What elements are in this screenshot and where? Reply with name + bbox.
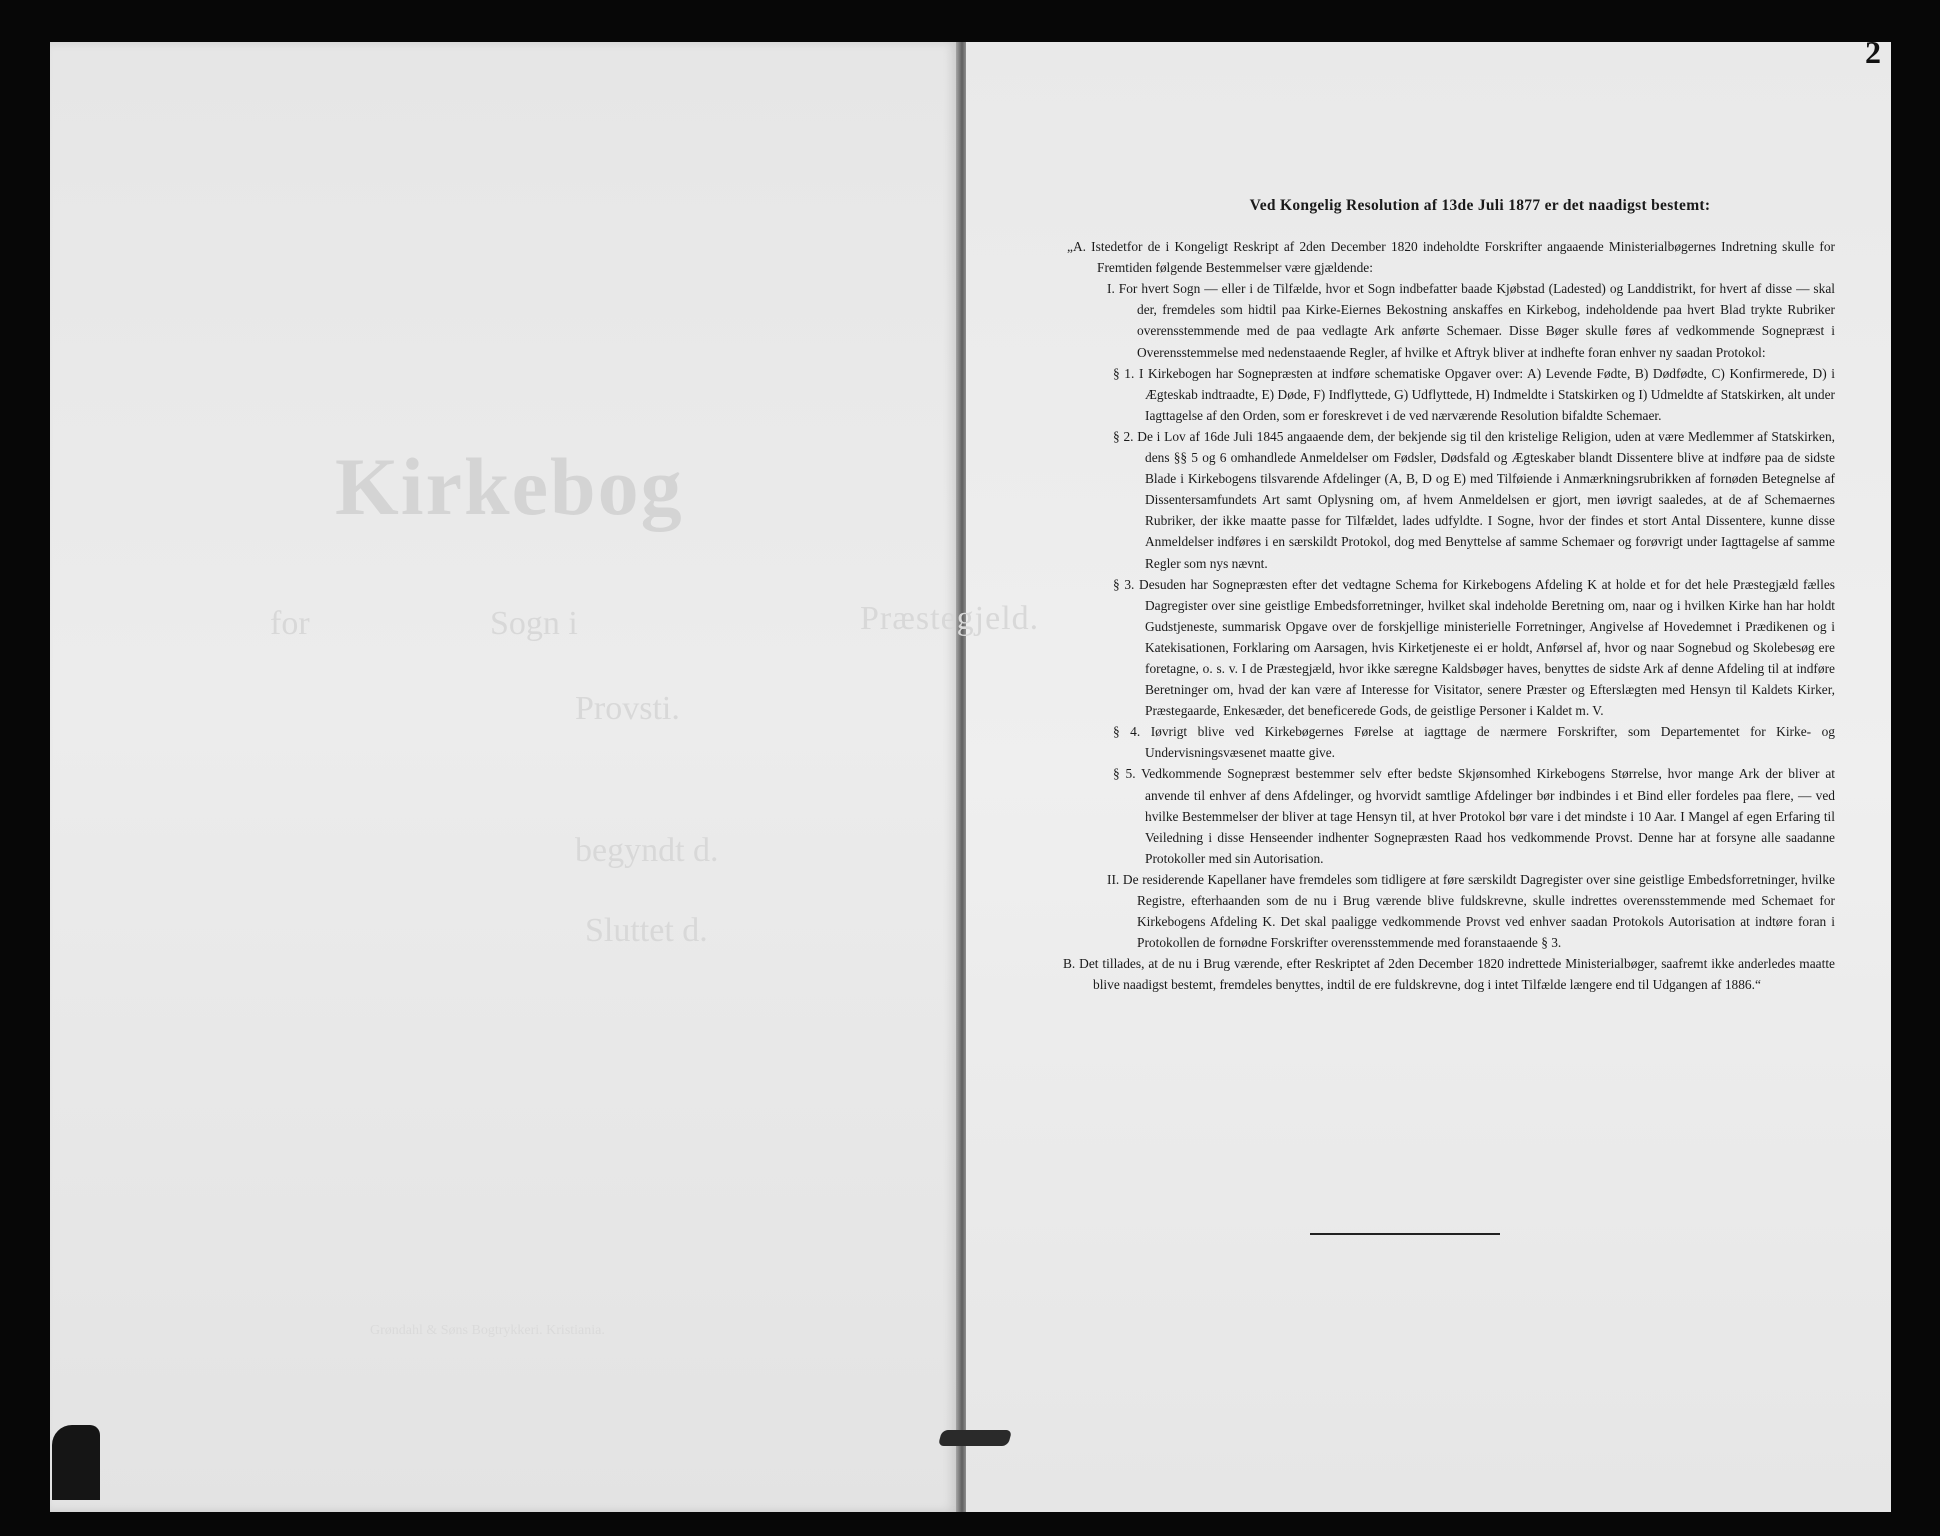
bleed-through-sluttet: Sluttet d. <box>585 912 708 949</box>
resolution-text <box>1035 195 1835 995</box>
bleed-through-for: for <box>270 605 310 642</box>
bleed-through-title: Kirkebog <box>335 441 684 532</box>
resolution-paragraph: § 1. I Kirkebogen har Sognepræsten at indføre schematiske Opgaver over: A) Levende Fødte, B) Dødfødte, C) Konfirmerede, D) i Ægteskab indtraadte, E) Døde, F) Indflyttede, G) Udflyttede, H) Indmeldte i Statskirken og I) Udmeldte af Statskirken, alt under Iagttagelse af den Orden, som er foreskrevet i de ved nærværende Resolution bifaldte Schemaer. <box>1113 365 1835 423</box>
left-page <box>50 42 958 1512</box>
bleed-through-provsti: Provsti. <box>575 690 680 727</box>
resolution-paragraph: § 3. Desuden har Sognepræsten efter det vedtagne Schema for Kirkebogens Afdeling K at holde et for det hele Præstegjæld fælles Dagregister over sine geistlige Embedsforretninger, hvilket skal indeholde Beretning om, naar og i hvilken Kirke han har holdt Gudstjeneste, summarisk Opgave over de forskjellige ministerielle Forretninger, Angivelse af Hovedemnet i Prædikenen og i Katekisationen, Forklaring om Aarsagen, hvis Kirketjeneste ei er holdt, Anførsel af, hvor og naar Sognebud og Skolebesøg ere foretagne, o. s. v. I de Præstegjæld, hvor ikke særegne Kaldsbøger haves, benyttes de sidste Ark af denne Afdeling til at indføre Beretninger om, hvad der kan være af Interesse for Visitator, senere Præster og Efterslægten med Hensyn til Kaldets Kirker, Præstegaarde, Enkesæder, det beneficerede Gods, de geistlige Personer i Kaldet m. V. <box>1113 576 1835 719</box>
resolution-paragraphs <box>1035 236 1835 995</box>
resolution-paragraph: § 4. Iøvrigt blive ved Kirkebøgernes Førelse at iagttage de nærmere Forskrifter, som Departementet for Kirke- og Undervisningsvæsenet maatte give. <box>1113 724 1835 761</box>
resolution-paragraph: „A. Istedetfor de i Kongeligt Reskript af 2den December 1820 indeholdte Forskrifter angaaende Ministerialbøgernes Indretning skulle for Fremtiden følgende Bestemmelser være gjældende: <box>1067 239 1835 276</box>
binding-mark <box>938 1430 1012 1446</box>
page-number: 2 <box>1865 34 1881 70</box>
bleed-through-begyndt: begyndt d. <box>575 832 719 869</box>
resolution-paragraph: § 5. Vedkommende Sognepræst bestemmer selv efter bedste Skjønsomhed Kirkebogens Størrelse, hvor mange Ark der bliver at anvende til enhver af dens Afdelinger, og hvorvidt samtlige Afdelinger bør indbindes i et Bind eller fordeles paa flere, — ved hvilke Bestemmelser der bliver at tage Hensyn til, at hver Protokol bør vare i det mindste i 10 Aar. I Mangel af egen Erfaring til Veiledning i disse Henseender indhenter Sognepræsten Raad hos vedkommende Provst. Denne har at forsyne alle saadanne Protokoller med sin Autorisation. <box>1113 766 1835 866</box>
resolution-paragraph: II. De residerende Kapellaner have fremdeles som tidligere at føre særskildt Dagregister over sine geistlige Embedsforretninger, hvilke Registre, efterhaanden som de nu i Brug værende blive fuldskrevne, skulle indrettes overensstemmende med Schemaet for Kirkebogens Afdeling K. Det skal paaligge vedkommende Provst ved enhver saadan Protokols Autorisation at indtøre foran i Protokollen de fornødne Forskrifter overensstemmende med foranstaaende § 3. <box>1107 871 1835 951</box>
closing-rule <box>1310 1233 1500 1235</box>
resolution-paragraph: B. Det tillades, at de nu i Brug værende, efter Reskriptet af 2den December 1820 indrettede Ministerialbøger, saafremt ikke anderledes maatte blive naadigst bestemt, fremdeles benyttes, indtil de ere fuldskrevne, dog i intet Tilfælde længere end til Udgangen af 1886.“ <box>1063 956 1835 993</box>
page-corner-shadow <box>52 1425 100 1500</box>
bleed-through-imprint: Grøndahl & Søns Bogtrykkeri. Kristiania. <box>370 1323 605 1338</box>
resolution-paragraph: I. For hvert Sogn — eller i de Tilfælde, hvor et Sogn indbefatter baade Kjøbstad (Ladested) og Landdistrikt, for hvert af disse — skal der, fremdeles som hidtil paa Kirke-Eiernes Bekostning anskaffes en Kirkebog, indeholdende paa hvert Blad trykte Rubriker overensstemmende med de paa vedlagte Ark anførte Schemaer. Disse Bøger skulle føres af vedkommende Sognepræst i Overensstemmelse med nedenstaaende Regler, af hvilke et Aftryk bliver at indhefte foran enhver ny saadan Protokol: <box>1107 281 1835 360</box>
resolution-heading: Ved Kongelig Resolution af 13de Juli 1877 er det naadigst bestemt: <box>1249 197 1711 214</box>
bleed-through-prestegjeld: Præstegjeld. <box>860 600 1040 637</box>
resolution-paragraph: § 2. De i Lov af 16de Juli 1845 angaaende dem, der bekjende sig til den kristelige Religion, uden at være Medlemmer af Statskirken, dens §§ 5 og 6 omhandlede Anmeldelser om Fødsler, Dødsfald og Ægteskaber blandt Dissentere blive at indføre paa de sidste Blade i Kirkebogens tilsvarende Afdelinger (A, B, D og E) med Tilføiende i Anmærkningsrubrikken af fornøden Betegnelse af Dissentersamfundets Art samt Oplysning om, af hvem Anmeldelsen er gjort, men iøvrigt saaledes, at de af Schemaernes Rubriker, der ikke maatte passe for Tilfældet, lades udfyldte. I Sogne, hvor der findes et stort Antal Dissentere, kunne disse Anmeldelser indføres i en særskildt Protokol, dog med Benyttelse af samme Schemaer og forøvrigt under Iagttagelse af samme Regler som nys nævnt. <box>1113 428 1835 571</box>
bleed-through-sogn: Sogn i <box>490 605 578 642</box>
